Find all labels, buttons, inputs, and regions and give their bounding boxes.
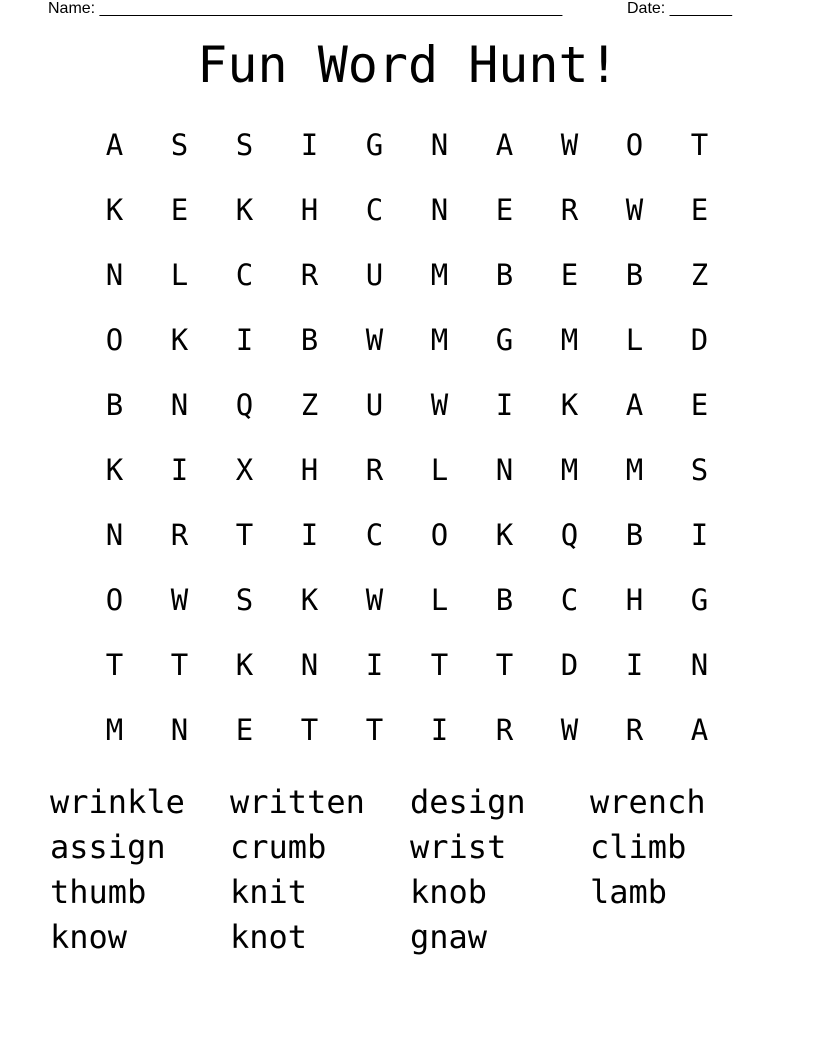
grid-cell[interactable]: L — [430, 582, 449, 617]
word-bank-item: wrench — [590, 783, 706, 821]
grid-cell[interactable]: W — [365, 582, 384, 617]
grid-cell[interactable]: E — [560, 257, 579, 292]
grid-cell[interactable]: C — [235, 257, 254, 292]
grid-cell[interactable]: L — [625, 322, 644, 357]
grid-cell[interactable]: T — [170, 647, 189, 682]
grid-cell[interactable]: S — [690, 452, 709, 487]
grid-cell[interactable]: N — [430, 192, 449, 227]
grid-row — [82, 112, 732, 177]
grid-cell[interactable]: M — [430, 322, 449, 357]
grid-cell[interactable]: C — [365, 517, 384, 552]
grid-row — [82, 242, 732, 307]
grid-cell[interactable]: D — [690, 322, 709, 357]
grid-cell[interactable]: I — [235, 322, 254, 357]
word-bank-item: gnaw — [410, 918, 488, 956]
date-field[interactable]: Date: _______ — [627, 0, 732, 17]
grid-cell[interactable]: K — [300, 582, 319, 617]
grid-row — [82, 437, 732, 502]
grid-cell[interactable]: M — [105, 712, 124, 747]
word-bank-item: knot — [230, 918, 308, 956]
word-bank-item: written — [230, 783, 365, 821]
grid-cell[interactable]: T — [690, 127, 709, 162]
grid-cell[interactable]: K — [170, 322, 189, 357]
word-bank-item: crumb — [230, 828, 327, 866]
grid-cell[interactable]: R — [300, 257, 319, 292]
word-bank-item: thumb — [50, 873, 147, 911]
grid-cell[interactable]: T — [235, 517, 254, 552]
grid-cell[interactable]: D — [560, 647, 579, 682]
grid-row — [82, 177, 732, 242]
grid-row — [82, 632, 732, 697]
grid-cell[interactable]: W — [430, 387, 449, 422]
grid-cell[interactable]: T — [430, 647, 449, 682]
grid-cell[interactable]: E — [495, 192, 514, 227]
grid-cell[interactable]: A — [625, 387, 644, 422]
grid-cell[interactable]: A — [105, 127, 124, 162]
grid-cell[interactable]: O — [430, 517, 449, 552]
grid-cell[interactable]: N — [495, 452, 514, 487]
grid-cell[interactable]: W — [365, 322, 384, 357]
grid-cell[interactable]: W — [560, 127, 579, 162]
grid-cell[interactable]: K — [235, 647, 254, 682]
word-bank-item: know — [50, 918, 128, 956]
grid-cell[interactable]: I — [300, 517, 319, 552]
grid-cell[interactable]: R — [365, 452, 384, 487]
grid-cell[interactable]: K — [235, 192, 254, 227]
grid-cell[interactable]: W — [170, 582, 189, 617]
grid-cell[interactable]: I — [365, 647, 384, 682]
grid-cell[interactable]: Q — [235, 387, 254, 422]
grid-cell[interactable]: K — [105, 452, 124, 487]
grid-cell[interactable]: K — [560, 387, 579, 422]
grid-cell[interactable]: S — [170, 127, 189, 162]
grid-cell[interactable]: M — [560, 322, 579, 357]
grid-cell[interactable]: B — [625, 257, 644, 292]
grid-cell[interactable]: H — [300, 192, 319, 227]
grid-cell[interactable]: S — [235, 127, 254, 162]
grid-cell[interactable]: X — [235, 452, 254, 487]
grid-cell[interactable]: N — [170, 387, 189, 422]
grid-cell[interactable]: I — [495, 387, 514, 422]
word-bank-row — [50, 870, 770, 915]
letter-grid — [82, 112, 732, 762]
grid-cell[interactable]: R — [560, 192, 579, 227]
grid-cell[interactable]: I — [430, 712, 449, 747]
grid-cell[interactable]: B — [495, 257, 514, 292]
grid-cell[interactable]: N — [105, 517, 124, 552]
grid-cell[interactable]: I — [690, 517, 709, 552]
grid-cell[interactable]: N — [105, 257, 124, 292]
grid-cell[interactable]: E — [235, 712, 254, 747]
grid-cell[interactable]: T — [300, 712, 319, 747]
grid-cell[interactable]: M — [625, 452, 644, 487]
grid-cell[interactable]: E — [690, 192, 709, 227]
grid-cell[interactable]: H — [625, 582, 644, 617]
name-field[interactable]: Name: ____________________________________________________ — [48, 0, 563, 17]
grid-cell[interactable]: B — [625, 517, 644, 552]
grid-cell[interactable]: O — [105, 582, 124, 617]
grid-cell[interactable]: K — [495, 517, 514, 552]
grid-cell[interactable]: G — [690, 582, 709, 617]
grid-cell[interactable]: C — [365, 192, 384, 227]
grid-cell[interactable]: C — [560, 582, 579, 617]
word-bank-item: wrinkle — [50, 783, 185, 821]
word-bank-row — [50, 825, 770, 870]
grid-cell[interactable]: T — [495, 647, 514, 682]
grid-cell[interactable]: E — [170, 192, 189, 227]
grid-cell[interactable]: O — [625, 127, 644, 162]
grid-cell[interactable]: L — [170, 257, 189, 292]
word-bank-row — [50, 780, 770, 825]
grid-cell[interactable]: W — [625, 192, 644, 227]
word-bank — [50, 780, 770, 960]
grid-cell[interactable]: Z — [690, 257, 709, 292]
grid-cell[interactable]: A — [690, 712, 709, 747]
word-bank-item: assign — [50, 828, 166, 866]
grid-cell[interactable]: T — [105, 647, 124, 682]
grid-cell[interactable]: R — [170, 517, 189, 552]
grid-cell[interactable]: H — [300, 452, 319, 487]
word-bank-row — [50, 915, 770, 960]
grid-cell[interactable]: I — [300, 127, 319, 162]
grid-cell[interactable]: M — [560, 452, 579, 487]
grid-row — [82, 372, 732, 437]
grid-cell[interactable]: B — [105, 387, 124, 422]
word-bank-item: lamb — [590, 873, 668, 911]
word-bank-item: knit — [230, 873, 308, 911]
grid-cell[interactable]: W — [560, 712, 579, 747]
grid-cell[interactable]: I — [625, 647, 644, 682]
grid-cell[interactable]: N — [170, 712, 189, 747]
header — [48, 0, 748, 20]
grid-row — [82, 502, 732, 567]
grid-cell[interactable]: A — [495, 127, 514, 162]
grid-row — [82, 307, 732, 372]
grid-cell[interactable]: O — [105, 322, 124, 357]
word-bank-item: knob — [410, 873, 488, 911]
word-bank-item: wrist — [410, 828, 507, 866]
grid-cell[interactable]: L — [430, 452, 449, 487]
grid-cell[interactable]: R — [495, 712, 514, 747]
grid-cell[interactable]: Z — [300, 387, 319, 422]
grid-cell[interactable]: B — [495, 582, 514, 617]
word-bank-item: design — [410, 783, 526, 821]
grid-cell[interactable]: N — [300, 647, 319, 682]
grid-cell[interactable]: T — [365, 712, 384, 747]
grid-cell[interactable]: K — [105, 192, 124, 227]
grid-cell[interactable]: R — [625, 712, 644, 747]
grid-cell[interactable]: N — [430, 127, 449, 162]
grid-cell[interactable]: G — [365, 127, 384, 162]
grid-cell[interactable]: E — [690, 387, 709, 422]
grid-cell[interactable]: Q — [560, 517, 579, 552]
grid-cell[interactable]: U — [365, 387, 384, 422]
grid-cell[interactable]: G — [495, 322, 514, 357]
grid-cell[interactable]: M — [430, 257, 449, 292]
grid-row — [82, 567, 732, 632]
grid-cell[interactable]: U — [365, 257, 384, 292]
grid-cell[interactable]: I — [170, 452, 189, 487]
grid-cell[interactable]: B — [300, 322, 319, 357]
page-title: Fun Word Hunt! — [197, 36, 619, 94]
word-bank-item — [590, 915, 770, 960]
grid-row — [82, 697, 732, 762]
word-bank-item: climb — [590, 828, 687, 866]
grid-cell[interactable]: S — [235, 582, 254, 617]
grid-cell[interactable]: N — [690, 647, 709, 682]
